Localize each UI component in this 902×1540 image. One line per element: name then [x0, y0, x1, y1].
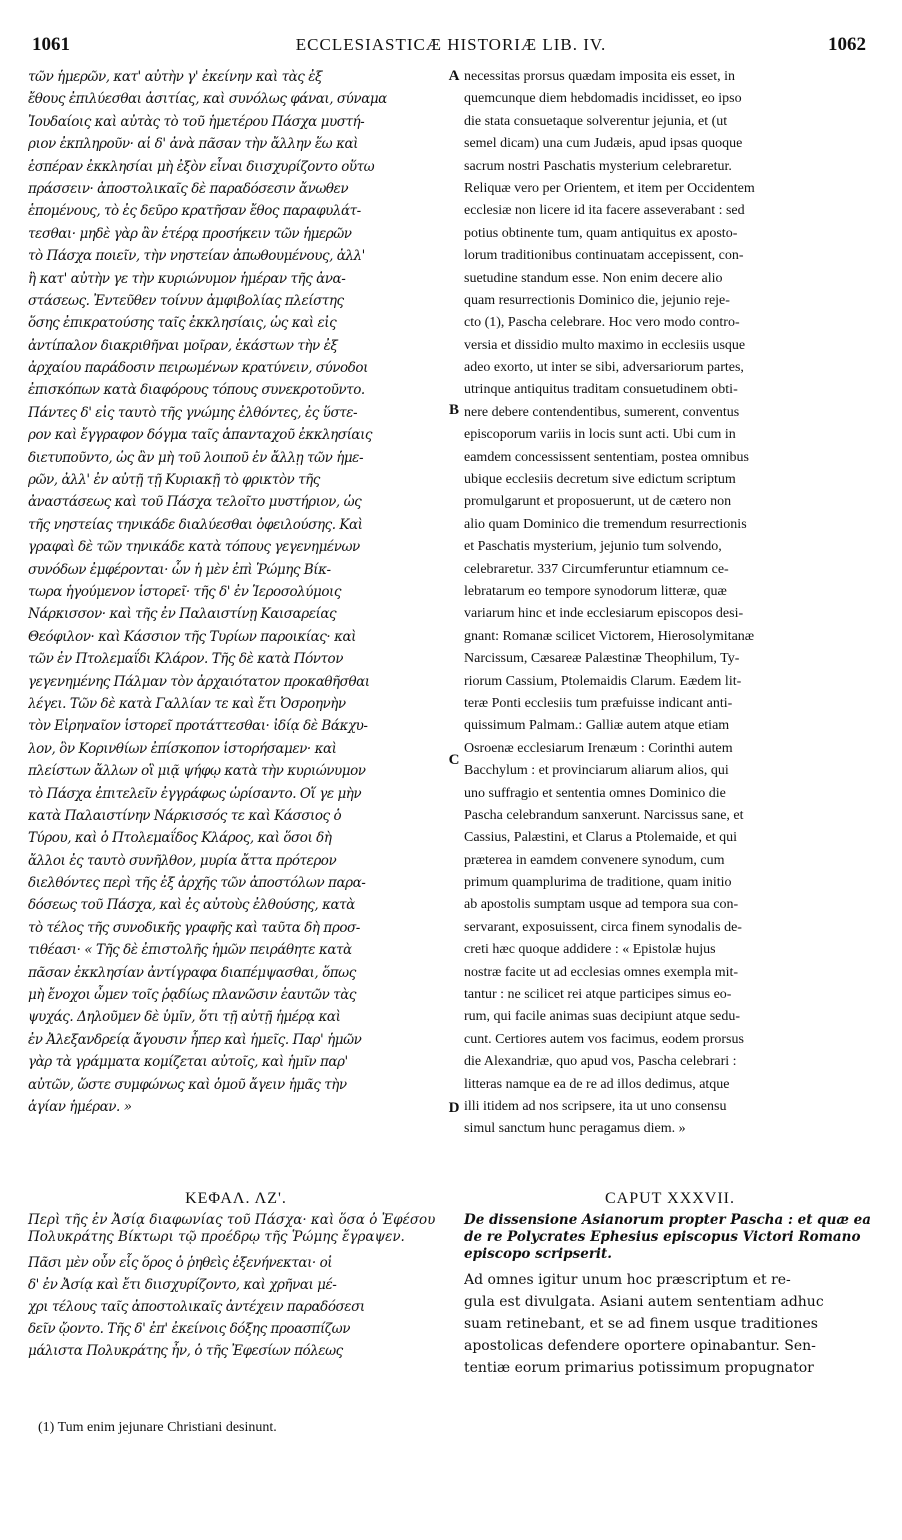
greek-text-line: ψυχάς. Δηλοῦμεν δὲ ὑμῖν, ὅτι τῇ αὐτῇ ἡμέρᾳ καὶ — [28, 1009, 341, 1026]
latin-text-line: potius obtinente tum, quam antiquitus ex aposto- — [464, 225, 738, 241]
greek-column — [28, 66, 444, 1118]
latin-chapter — [464, 1190, 876, 1379]
greek-text-line: πᾶσαν ἐκκλησίαν ἀντίγραφα διαπέμψασθαι, ὅπως — [28, 964, 356, 981]
greek-text-line: ἀντίπαλον διακριθῆναι μοῖραν, ἑκάστων τὴν ἐξ — [28, 337, 338, 354]
greek-text-line: μὴ ἔνοχοι ὦμεν τοῖς ῥᾳδίως πλανῶσιν ἑαυτῶν τὰς — [28, 987, 356, 1004]
greek-text-line: ρον καὶ ἔγγραφον δόγμα ταῖς ἁπανταχοῦ ἐκκλησίαις — [28, 427, 373, 444]
greek-text-line: Ἰουδαίοις καὶ αὐτὰς τὸ τοῦ ἡμετέρου Πάσχα μυστή- — [28, 113, 365, 130]
greek-text-line: τωρα ἡγούμενον ἱστορεῖ· τῆς δ' ἐν Ἱεροσολύμοις — [28, 583, 341, 600]
latin-chapter-line: Ad omnes igitur unum hoc præscriptum et re- — [464, 1272, 791, 1288]
greek-chapter-body — [28, 1252, 444, 1362]
greek-text-line: τιθέασι· « Τῆς δὲ ἐπιστολῆς ἡμῶν πειράθητε κατὰ — [28, 942, 352, 959]
latin-text-line: nere debere contendentibus, sumerent, conventus — [464, 404, 740, 420]
greek-text-line: τὸ Πάσχα ἐπιτελεῖν ἐγγράφως ὡρίσαντο. Οἵ γε μὴν — [28, 785, 362, 802]
latin-text-line: lebratarum eo tempore synodorum litteræ, quæ — [464, 583, 727, 599]
greek-text-line: πλείστων ἄλλων οἳ μιᾷ ψήφῳ κατὰ τὴν κυριώνυμον — [28, 763, 366, 780]
greek-chapter-heading: ΚΕΦΑΛ. ΛΖ'. — [185, 1190, 287, 1207]
greek-text-line: αὐτῶν, ὥστε συμφώνως καὶ ὁμοῦ ἄγειν ἡμᾶς τὴν — [28, 1076, 347, 1093]
latin-chapter-subtitle: De dissensione Asianorum propter Pascha : et quæ ea de re Polycrates Ephesius episcopus Victori Romano episcopo scripserit. — [464, 1212, 872, 1262]
greek-text-line: δόσεως τοῦ Πάσχα, καὶ ἐς αὐτοὺς ἐλθούσης, κατὰ — [28, 897, 355, 914]
latin-text-line: Osroenæ ecclesiarum Irenæum : Corinthi autem — [464, 740, 733, 756]
latin-text-line: illi itidem ad nos scripsere, ita ut uno consensu — [464, 1098, 727, 1114]
greek-text-line: κατὰ Παλαιστίνην Νάρκισσός τε καὶ Κάσσιος ὁ — [28, 807, 342, 824]
latin-text-line: lorum traditionibus continuatam accepissent, con- — [464, 248, 744, 264]
latin-text-line: Pascha celebrandum sanxerunt. Narcissus sane, et — [464, 807, 744, 823]
greek-text-line: ὅσης ἐπικρατούσης ταῖς ἐκκλησίαις, ὡς καὶ εἰς — [28, 315, 337, 332]
greek-text-line: διετυποῦντο, ὡς ἂν μὴ τοῦ λοιποῦ ἐν ἄλλῃ τῶν ἡμε- — [28, 449, 364, 466]
running-title: ECCLESIASTICÆ HISTORIÆ LIB. IV. — [295, 35, 607, 54]
latin-text-line: alio quam Dominico die tremendum resurrectionis — [464, 516, 747, 532]
greek-text-line: λον, ὃν Κορινθίων ἐπίσκοπον ἱστορήσαμεν· καὶ — [28, 740, 337, 757]
greek-text-line: γὰρ τὰ γράμματα κομίζεται αὐτοῖς, καὶ ἡμῖν παρ' — [28, 1054, 348, 1071]
latin-text-line: Reliquæ vero per Orientem, et item per Occidentem — [464, 180, 755, 196]
greek-text-line: ρῶν, ἀλλ' ἐν αὐτῇ τῇ Κυριακῇ τὸ φρικτὸν τῆς — [28, 472, 320, 489]
latin-text-line: ecclesiæ non licere id ita facere asseverabant : sed — [464, 203, 745, 219]
greek-text-line: τῶν ἡμερῶν, κατ' αὐτὴν γ' ἐκείνην καὶ τὰς ἐξ — [28, 69, 323, 85]
footnote: (1) Tum enim jejunare Christiani desinunt. — [38, 1420, 277, 1435]
greek-chapter-line: μάλιστα Πολυκράτης ἦν, ὁ τῆς Ἐφεσίων πόλεως — [28, 1343, 343, 1359]
latin-text-line: quemcunque diem hebdomadis incidisset, eo ipso — [464, 91, 742, 107]
latin-text-line: servarant, exposuissent, circa finem synodalis de- — [464, 919, 742, 935]
latin-text-line: versia et dissidio multo maximo in ecclesiis usque — [464, 337, 746, 353]
latin-text-line: primum quamplurima de traditione, quam initio — [464, 875, 732, 891]
greek-text-line: ἐν Ἀλεξανδρείᾳ ἄγουσιν ἧπερ καὶ ἡμεῖς. Παρ' ἡμῶν — [28, 1031, 362, 1048]
greek-text-line: Τύρου, καὶ ὁ Πτολεμαΐδος Κλάρος, καὶ ὅσοι δὴ — [28, 830, 332, 847]
greek-text-line: ἑσπέραν ἐκκλησίαι μὴ ἐξὸν εἶναι διισχυρίζοντο οὕτω — [28, 158, 375, 175]
latin-text-line: utrinque antiquitus traditam consuetudinem obti- — [464, 382, 738, 398]
latin-text-line: Narcissum, Cæsareæ Palæstinæ Theophilum, Ty- — [464, 651, 740, 667]
greek-chapter-line: δεῖν ᾤοντο. Τῆς δ' ἐπ' ἐκείνοις δόξης προασπίζων — [28, 1321, 350, 1337]
greek-text-line: τῆς νηστείας τηνικάδε διαλύεσθαι ὀφειλούσης. Καὶ — [28, 516, 363, 533]
latin-text-line: litteras namque ea de re ad illos dedimus, atque — [464, 1076, 730, 1092]
latin-text-line: sacrum nostri Paschatis mysterium celebraretur. — [464, 158, 732, 174]
latin-text-line: rum, qui facile animas suas decipiunt atque sedu- — [464, 1009, 741, 1025]
greek-text-line: ἑπομένους, τὸ ἐς δεῦρο κρατῆσαν ἔθος παραφυλάτ- — [28, 203, 361, 220]
latin-chapter-line: gula est divulgata. Asiani autem sententiam adhuc — [464, 1294, 824, 1310]
greek-text-line: λέγει. Τῶν δὲ κατὰ Γαλλίαν τε καὶ ἔτι Ὀσροηνὴν — [28, 695, 346, 712]
latin-chapter-line: apostolicas defendere oportere opinabantur. Sen- — [464, 1338, 816, 1354]
greek-text-line: τὸν Εἰρηναῖον ἱστορεῖ προτάττεσθαι· ἰδίᾳ δὲ Βάκχυ- — [28, 718, 368, 735]
latin-text-line: variarum hinc et inde ecclesiarum episcopos desi- — [464, 606, 744, 622]
greek-text-line: Νάρκισσον· καὶ τῆς ἐν Παλαιστίνῃ Καισαρείας — [28, 606, 337, 623]
greek-chapter-subtitle: Περὶ τῆς ἐν Ἀσίᾳ διαφωνίας τοῦ Πάσχα· καὶ ὅσα ὁ Ἐφέσου Πολυκράτης Βίκτωρι τῷ προέδρῳ τῆς Ῥώμης ἔγραψεν. — [28, 1212, 436, 1245]
latin-text-line: adeo exorto, ut inter se sibi, adversariorum partes, — [464, 360, 744, 376]
latin-text-line: creti hæc quoque addidere : « Epistolæ hujus — [464, 942, 716, 958]
latin-text-line: riorum Cassium, Ptolemaidis Clarum. Eædem lit- — [464, 673, 742, 689]
greek-text-line: διελθόντες περὶ τῆς ἐξ ἀρχῆς τῶν ἀποστόλων παρα- — [28, 875, 366, 892]
latin-chapter-line: tentiæ eorum primarius potissimum propugnator — [464, 1360, 814, 1376]
margin-marker-b: B — [448, 402, 459, 418]
latin-text-line: cunt. Certiores autem vos facimus, eodem prorsus — [464, 1031, 744, 1047]
greek-text-line: Πάντες δ' εἰς ταυτὸ τῆς γνώμης ἐλθόντες, ἐς ὕστε- — [28, 404, 358, 421]
latin-text-line: die Alexandriæ, quo apud vos, Pascha celebrari : — [464, 1054, 737, 1070]
latin-text-line: nostræ facite ut ad ecclesias omnes exempla mit- — [464, 964, 739, 980]
greek-text-line: τὸ τέλος τῆς συνοδικῆς γραφῆς καὶ ταῦτα δὴ προσ- — [28, 919, 360, 936]
latin-chapter-heading: CAPUT XXXVII. — [604, 1190, 736, 1207]
latin-text-line: semel dicam) una cum Judæis, apud ipsas quoque — [464, 136, 743, 152]
latin-text-line: cto (1), Pascha celebrare. Hoc vero modo contro- — [464, 315, 740, 331]
greek-chapter — [28, 1190, 444, 1362]
latin-text-line: et Paschatis mysterium, jejunio tum solvendo, — [464, 539, 722, 555]
greek-text-line: πράσσειν· ἀποστολικαῖς δὲ παραδόσεσιν ἄνωθεν — [28, 180, 349, 197]
margin-marker-c: C — [448, 752, 460, 768]
greek-chapter-line: χρι τέλους ταῖς ἀποστολικαῖς ἀντέχειν παραδόσεσι — [28, 1299, 365, 1315]
latin-text-line: ubique ecclesiis decretum sive edictum scriptum — [464, 472, 736, 488]
greek-text-line: τεσθαι· μηδὲ γὰρ ἂν ἑτέρᾳ προσήκειν τῶν ἡμερῶν — [28, 225, 352, 242]
greek-text-line: ἄλλοι ἐς ταυτὸ συνῆλθον, μυρία ἄττα πρότερον — [28, 852, 337, 869]
latin-text-line: uno suffragio et sententia omnes Dominico die — [464, 785, 726, 801]
latin-text-line: teræ Ponti ecclesiis tum præfuisse indicant anti- — [464, 695, 733, 711]
latin-text-line: Cassius, Palæstini, et Clarus a Ptolemaide, et qui — [464, 830, 737, 846]
latin-text-line: tantur : ne scilicet rei atque participes simus eo- — [464, 987, 732, 1003]
latin-text-line: Bacchylum : et provinciarum aliarum alios, qui — [464, 763, 729, 779]
greek-text-line: συνόδων ἐμφέρονται· ὧν ἡ μὲν ἐπὶ Ῥώμης Βίκ- — [28, 561, 331, 578]
margin-marker-d: D — [448, 1100, 460, 1116]
greek-text-line: ἢ κατ' αὐτὴν γε τὴν κυριώνυμον ἡμέραν τῆς ἀνα- — [28, 270, 346, 287]
greek-chapter-line: Πᾶσι μὲν οὖν εἷς ὅρος ὁ ῥηθεὶς ἐξενήνεκται· οἱ — [28, 1255, 333, 1271]
greek-text-line: γεγενημένης Πάλμαν τὸν ἀρχαιότατον προκαθῆσθαι — [28, 673, 370, 690]
latin-text-line: promulgarunt et proposuerunt, ut de cætero non — [464, 494, 732, 510]
greek-text-line: Θεόφιλον· καὶ Κάσσιον τῆς Τυρίων παροικίας· καὶ — [28, 628, 356, 645]
page-number-left: 1061 — [32, 34, 70, 55]
latin-text-line: necessitas prorsus quædam imposita eis esset, in — [464, 69, 736, 84]
greek-text-line: ἀρχαίου παράδοσιν πειρωμένων κρατύνειν, σύνοδοι — [28, 360, 368, 377]
greek-text-line: ριον ἐκπληροῦν· αἱ δ' ἀνὰ πᾶσαν τὴν ἄλλην ἕω καὶ — [28, 136, 358, 153]
greek-chapter-line: δ' ἐν Ἀσίᾳ καὶ ἔτι διισχυρίζοντο, καὶ χρῆναι μέ- — [28, 1277, 337, 1293]
latin-text-line: simul sanctum hunc peragamus diem. » — [464, 1121, 686, 1137]
page-number-right: 1062 — [828, 34, 866, 55]
running-header — [0, 34, 902, 58]
greek-text-line: γραφαὶ δὲ τῶν τηνικάδε κατὰ τόπους γεγενημένων — [28, 539, 360, 556]
greek-text-line: στάσεως. Ἐντεῦθεν τοίνυν ἀμφιβολίας πλείστης — [28, 292, 344, 309]
latin-text-line: die stata consuetaque solverentur jejunia, et (ut — [464, 113, 728, 129]
latin-text-line: præterea in eamdem convenere synodum, cum — [464, 852, 725, 868]
latin-text-line: eamdem concessissent sententiam, postea omnibus — [464, 449, 749, 465]
latin-text-line: quam resurrectionis Dominico die, jejunio reje- — [464, 292, 730, 308]
latin-chapter-body — [464, 1269, 876, 1379]
greek-text-line: ἁγίαν ἡμέραν. » — [28, 1098, 132, 1115]
greek-text-line: ἐπισκόπων κατὰ διαφόρους τόπους συνεκροτοῦντο. — [28, 382, 365, 399]
greek-text-line: τὸ Πάσχα ποιεῖν, τὴν νηστείαν ἀπωθουμένους, ἀλλ' — [28, 248, 365, 265]
latin-text-line: episcoporum variis in locis sunt acti. Ubi cum in — [464, 427, 736, 443]
greek-text-line: τῶν ἐν Πτολεμαΐδι Κλάρον. Τῆς δὲ κατὰ Πόντον — [28, 651, 343, 668]
greek-text-line: ἀναστάσεως καὶ τοῦ Πάσχα τελοῖτο μυστήριον, ὡς — [28, 494, 362, 511]
latin-text-line: ab apostolis sumptam usque ad tempora sua con- — [464, 897, 739, 913]
latin-chapter-line: suam retinebant, et se ad finem usque traditiones — [464, 1316, 818, 1332]
margin-marker-a: A — [448, 68, 460, 84]
latin-text-line: quissimum Palmam.: Galliæ autem atque etiam — [464, 718, 730, 734]
latin-text-line: celebraretur. 337 Circumferuntur etiamnum ce- — [464, 561, 729, 577]
latin-column — [464, 66, 876, 1141]
latin-text-line: suetudine standum esse. Non enim decere alio — [464, 270, 723, 286]
greek-text-line: ἔθους ἐπιλύεσθαι ἀσιτίας, καὶ συνόλως φάναι, σύναμα — [28, 91, 387, 108]
latin-text-line: gnant: Romanæ scilicet Victorem, Hierosolymitanæ — [464, 628, 755, 644]
